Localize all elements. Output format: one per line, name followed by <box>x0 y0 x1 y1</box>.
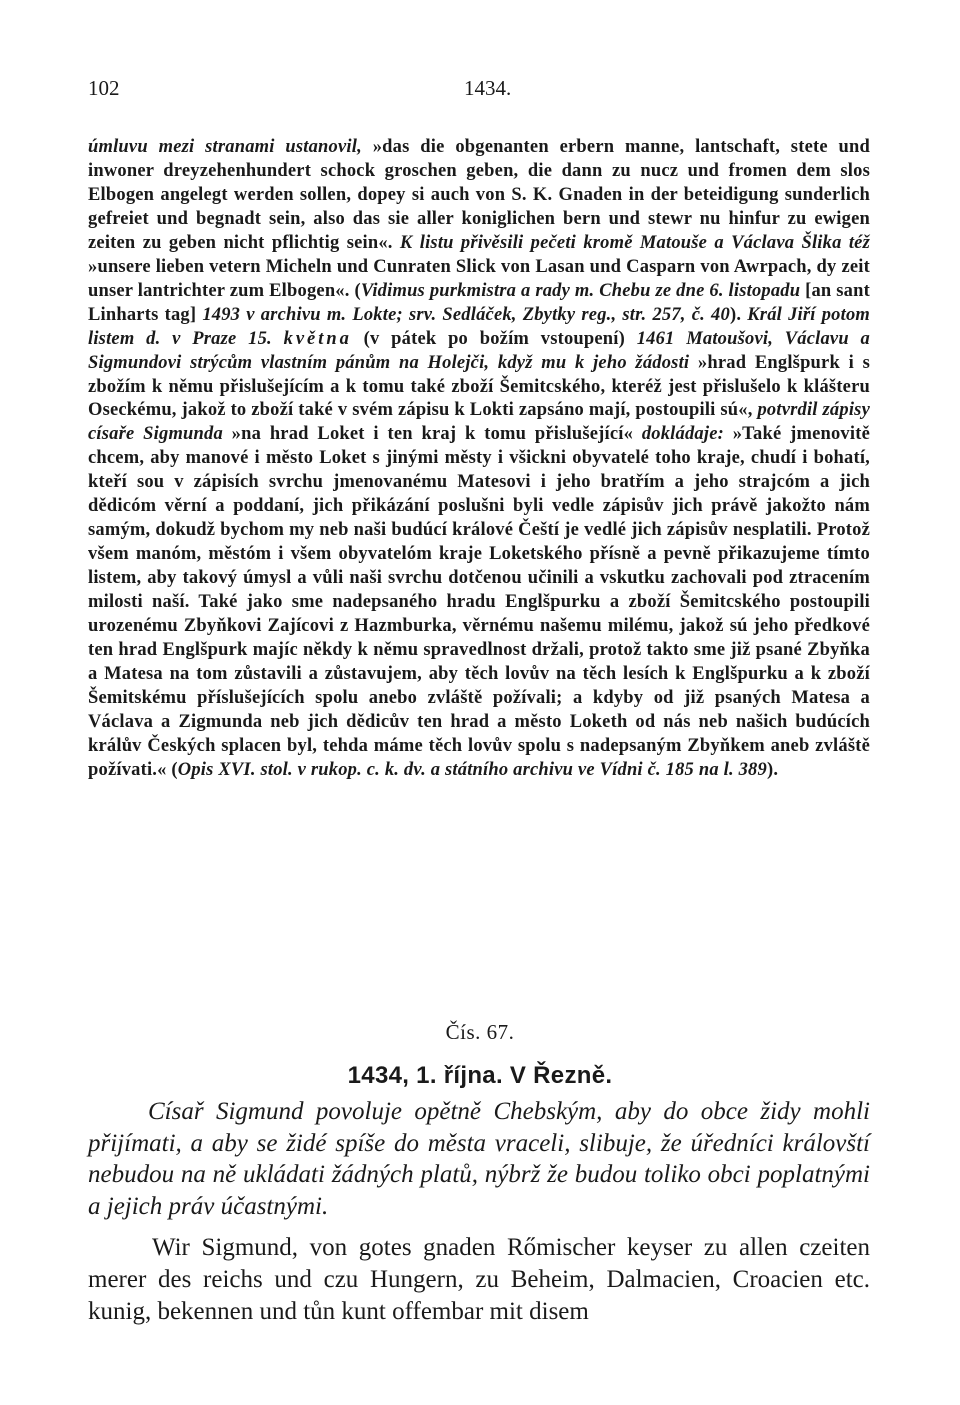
commentary-text <box>88 136 870 783</box>
text-segment-quote: »Také jmenovitě chcem, aby manové i město Loket s jinými městy i všickni obyvatelé toho kraje, chudí i bohatí, kteří sou v zápisích svrchu jmenovanému Matesovi i jeho bratřím a jeho strajcóm a jich dědicóm věrní a poddaní, jich přikázání poslušni byli vedle zápisův jich právě jakožto nám samým, dokudž bychom my neb naši budúcí králové Čeští je vedlé jich zápisův nesplatili. Protož všem manóm, městóm i všem obyvatelóm kraje Loketského přísně a pevně přikazujeme tímto listem, aby takový úmysl a vůli naši svrchu dotčenou učinili a vskutku zachovali pod ztracením milosti naší. Také jako sme nadepsaného hradu Englšpurku a zboží Šemitcského postoupili urozenému Zbyňkovi Zajícovi z Hazmburka, věrnému našemu milému, jakož sú jeho předkové ten hrad Englšpurk majíc někdy k němu spravedlnost držali, protož takto sme již psané Zbyňka a Matesa na tom zůstavili a zůstavujem, aby těch lovův na těch lesích k Englšpurku a k zboží Šemitskému příslušejících spolu anebo zvláště požívali; a kdyby od již psaných Matesa a Václava a Zigmunda neb jich dědicův ten hrad a město Loketh od nás neb našich budúcích králův Českých splacen byl, tehda máme těch lovův spolu s nadepsaným Zbyňkem aneb zvláště požívati.« ( <box>88 424 870 780</box>
text-segment-quote: »unsere lieben vetern Micheln und Cunraten Slick von Lasan und Casparn von Awrpach, dy zeit unser lantrichter zum Elbogen«. ( <box>88 256 870 301</box>
text-segment-italic: potvrdil zápisy císaře Sigmunda <box>88 400 870 445</box>
text-segment-quote: »na hrad Loket i ten kraj k tomu přislušející« <box>222 424 642 445</box>
text-segment-plain: ). <box>729 304 748 325</box>
page-number: 102 <box>88 76 120 100</box>
text-segment-plain: [an sant Linharts tag] <box>88 280 870 325</box>
document-heading: 1434, 1. října. V Řezně. <box>347 1062 613 1089</box>
text-segment-italic: 1493 v archivu m. Lokte; srv. Sedláček, Zbytky reg., str. 257, č. 40 <box>202 304 730 325</box>
running-head-year: 1434. <box>464 76 512 100</box>
text-segment-plain: ). <box>766 759 779 780</box>
document-regest <box>88 1096 870 1222</box>
text-segment-italic: dokládaje: <box>641 424 724 445</box>
text-segment-italic: K listu přivěsili pečeti kromě Matouše a Václava Šlika též <box>399 232 870 253</box>
document-number: Čís. 67. <box>445 1020 515 1044</box>
text-segment-italic: úmluvu mezi stranami ustanovil, <box>88 137 362 157</box>
text-segment-plain: (v pátek po božím vstoupení) <box>351 328 637 349</box>
commentary-paragraph <box>88 136 870 783</box>
text-segment-italic: Vidimus purkmistra a rady m. Chebu ze dne 6. listopadu <box>360 280 801 301</box>
document-text <box>88 1232 870 1328</box>
document-text-paragraph: Wir Sigmund, von gotes gnaden Rőmischer keyser zu allen czeiten merer des reichs und czu Hungern, zu Beheim, Dalmacien, Croacien etc. kunig, bekennen und tůn kunt offembar mit disem <box>88 1234 870 1325</box>
text-segment-quote: »das die obgenanten erbern manne, lantschaft, stete und inwoner dreyzehenhundert schock groschen geben, die dann zu nucz und fromen dem slos Elbogen angelegt werden sollen, dopey si auch von S. K. Gnaden in der beteidigung sunderlich gefreiet und begnadt sein, also das sie aller koniglichen bern und stewr nu hinfur zu ewigen zeiten zu geben nicht pflichtig sein«. <box>88 137 871 253</box>
text-segment-quote: »hrad Englšpurk i s zbožím k němu přislušejícím a k tomu také zboží Šemitcského, kteréž jest přislušelo k klášteru Oseckému, jakož to zboží také v svém zápisu k Lokti zapsáno mají, postoupili sú«, <box>88 352 870 421</box>
text-segment-italic-spaced: května <box>283 328 352 349</box>
running-head <box>88 76 870 104</box>
regest-text: Císař Sigmund povoluje opětně Chebským, aby do obce židy mohli přijímati, a aby se židé spíše do města vraceli, slibuje, že úředníci královští nebudou na ně ukládati žádných platů, nýbrž že budou toliko obci poplatnými a jejich práv účastnými. <box>88 1098 870 1220</box>
text-segment-italic: Král Jiří potom listem d. v Praze 15. <box>88 304 871 349</box>
text-segment-italic: Opis XVI. stol. v rukop. c. k. dv. a státního archivu ve Vídni č. 185 na l. 389 <box>177 759 767 780</box>
text-segment-italic: 1461 Matoušovi, Václavu a Sigmundovi strýcům vlastním pánům na Holejči, když mu k jeho žádosti <box>88 328 870 373</box>
